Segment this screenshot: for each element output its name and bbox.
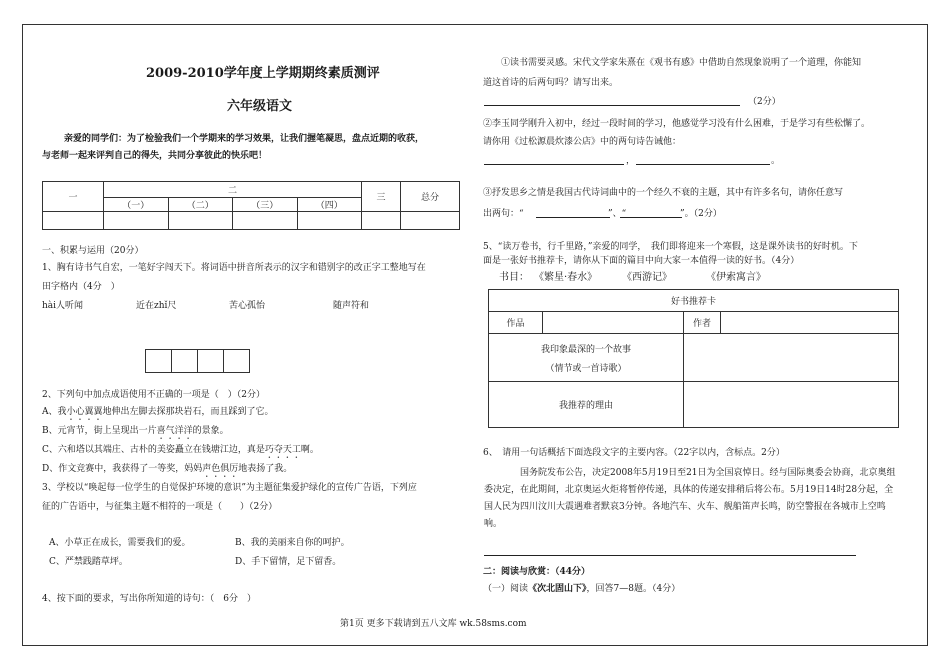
- q1-word-4: 随声符和: [333, 301, 370, 311]
- poem-q2-answer-line-2[interactable]: [636, 164, 770, 165]
- q1-line-2: 田字格内（4分 ）: [42, 282, 120, 292]
- q5-line-1: 5、“读万卷书，行千里路，”亲爱的同学， 我们即将迎来一个寒假，这是课外读书的好时机。下: [483, 242, 858, 252]
- card-work-label: 作品: [489, 312, 543, 334]
- q3-option-d: D、手下留情，足下留香。: [235, 557, 342, 567]
- card-impression-input[interactable]: [684, 334, 899, 382]
- score-cell[interactable]: [233, 212, 298, 230]
- card-impression-label: 我印象最深的一个故事 （情节或一首诗歌）: [489, 334, 684, 382]
- q2-question: 2、下列句中加点成语使用不正确的一项是（ ）（2分）: [42, 390, 265, 400]
- poem-q3-prefix: 出两句：“: [483, 209, 524, 219]
- q2-option-c: C、六和塔以其端庄、古朴的美姿矗立在钱塘江边，真是巧夺天工啊。: [42, 445, 319, 455]
- section-1-heading: 一、积累与运用（20分）: [42, 246, 144, 256]
- poem-q3-end: ”。（2分）: [680, 209, 722, 219]
- q4-question: 4、按下面的要求，写出你所知道的诗句：（ 6分 ）: [42, 594, 256, 604]
- book-list-label: 书目：: [499, 272, 529, 283]
- poem-q2-answer-line-1[interactable]: [484, 164, 624, 165]
- book-option-1: 《繁星·春水》: [534, 272, 598, 283]
- score-cell[interactable]: [362, 212, 401, 230]
- q1-word-2: 近在zhǐ尺: [136, 301, 177, 311]
- section-2-heading: 二：阅读与欣赏：（44分）: [483, 567, 591, 577]
- score-table: [42, 181, 460, 230]
- q3-option-c: C、严禁践踏草坪。: [49, 557, 128, 567]
- q2-option-b: B、元宵节，街上呈现出一片喜气洋洋的景象。: [42, 426, 229, 436]
- intro-line-2: 与老师一起来评判自己的得失，共同分享彼此的快乐吧！: [42, 151, 268, 161]
- q3-option-a: A、小草正在成长，需要我们的爱。: [49, 538, 191, 548]
- q3-option-b: B、我的美丽来自你的呵护。: [235, 538, 350, 548]
- tianzige-cell[interactable]: [171, 349, 198, 373]
- news-passage: 国务院发布公告，决定2008年5月19日至21日为全国哀悼日。经与国际奥委会协商，北京奥组委决定，在此期间，北京奥运火炬将暂停传递，具体的传递安排稍后将公布。5月19日14时28分起，全国人民为四川汶川大震遇难者默哀3分钟。各地汽车、火车、舰船笛声长鸣，防空警报在各城市上空鸣响。: [484, 468, 896, 529]
- score-cell[interactable]: [168, 212, 233, 230]
- poem-q1-line-1: ①读书需要灵感。宋代文学家朱熹在《观书有感》中借助自然现象说明了一个道理，你能知: [501, 58, 862, 68]
- score-cell[interactable]: [297, 212, 362, 230]
- reading-1-instruction: （一）阅读《次北固山下》，回答7—8题。（4分）: [483, 584, 681, 594]
- poem-q2-end: 。: [771, 156, 781, 166]
- q2-option-a: A、我小心翼翼地伸出左脚去探那块岩石，而且踩到了它。: [42, 407, 274, 417]
- poem-q2-separator: ，: [626, 156, 636, 166]
- score-sub-3: （三）: [233, 198, 298, 212]
- score-col-one: 一: [43, 182, 104, 212]
- page-footer: 第1页 更多下载请到五八文库 wk.58sms.com: [340, 619, 527, 629]
- q2-option-d: D、作文竞赛中，我获得了一等奖，妈妈声色俱厉地表扬了我。: [42, 464, 293, 474]
- score-col-total: 总分: [401, 182, 460, 212]
- q3-line-1: 3、学校以“唤起每一位学生的自觉保护环境的意识”为主题征集爱护绿化的宣传广告语，下列应: [42, 483, 417, 493]
- score-cell[interactable]: [104, 212, 169, 230]
- card-title: 好书推荐卡: [489, 290, 899, 312]
- q1-line-1: 1、胸有诗书气自宏，一笔好字闯天下。将词语中拼音所表示的汉字和错别字的改正字工整地写在: [42, 263, 426, 273]
- score-col-three: 三: [362, 182, 401, 212]
- q3-line-2: 征的广告语中，与征集主题不相符的一项是（ ）（2分）: [42, 502, 278, 512]
- book-option-3: 《伊索寓言》: [706, 272, 766, 283]
- tianzige-cell[interactable]: [197, 349, 224, 373]
- tianzige-cell[interactable]: [223, 349, 250, 373]
- book-option-2: 《西游记》: [622, 272, 672, 283]
- card-work-input[interactable]: [543, 312, 684, 334]
- exam-title: 2009-2010学年度上学期期终素质测评: [146, 66, 380, 81]
- card-author-input[interactable]: [721, 312, 899, 334]
- q5-line-2: 面是一张好书推荐卡，请你从下面的篇目中向大家一本值得一读的好书。（4分）: [483, 256, 800, 266]
- score-sub-4: （四）: [297, 198, 362, 212]
- score-col-two: 二: [104, 182, 362, 198]
- exam-subtitle: 六年级语文: [227, 99, 293, 114]
- tianzige-grid[interactable]: [146, 349, 250, 373]
- score-sub-2: （二）: [168, 198, 233, 212]
- score-cell[interactable]: [401, 212, 460, 230]
- card-author-label: 作者: [684, 312, 721, 334]
- q1-word-1: hài人听闻: [42, 301, 84, 311]
- poem-q2-line-1: ②李玉同学刚升入初中，经过一段时间的学习，他感觉学习没有什么困难，于是学习有些松懈了。: [483, 119, 871, 129]
- poem-q3-answer-line-1[interactable]: [536, 217, 610, 218]
- intro-line-1: 亲爱的同学们：为了检验我们一个学期来的学习效果，让我们握笔凝思，盘点近期的收获，: [64, 134, 425, 144]
- poem-q1-line-2: 道这首诗的后两句吗？请写出来。: [483, 78, 619, 88]
- poem-q3-middle: ”、“: [608, 209, 627, 219]
- tianzige-cell[interactable]: [145, 349, 172, 373]
- q1-word-3: 苦心孤怡: [229, 301, 266, 311]
- poem-q1-answer-line[interactable]: [484, 105, 740, 106]
- book-recommendation-card: [488, 289, 899, 428]
- card-reason-input[interactable]: [684, 382, 899, 428]
- q6-question: 6、 请用一句话概括下面选段文字的主要内容。（22字以内，含标点。2分）: [483, 448, 785, 458]
- poem-q3-line-1: ③抒发思乡之情是我国古代诗词曲中的一个经久不衰的主题，其中有许多名句，请你任意写: [483, 188, 844, 198]
- poem-q2-line-2: 请你用《过松源晨炊漆公店》中的两句诗告诫他：: [483, 137, 682, 147]
- poem-q1-score: （2分）: [748, 97, 781, 107]
- score-sub-1: （一）: [104, 198, 169, 212]
- card-reason-label: 我推荐的理由: [489, 382, 684, 428]
- q6-answer-line[interactable]: [484, 555, 856, 556]
- score-cell[interactable]: [43, 212, 104, 230]
- poem-q3-answer-line-2[interactable]: [620, 217, 682, 218]
